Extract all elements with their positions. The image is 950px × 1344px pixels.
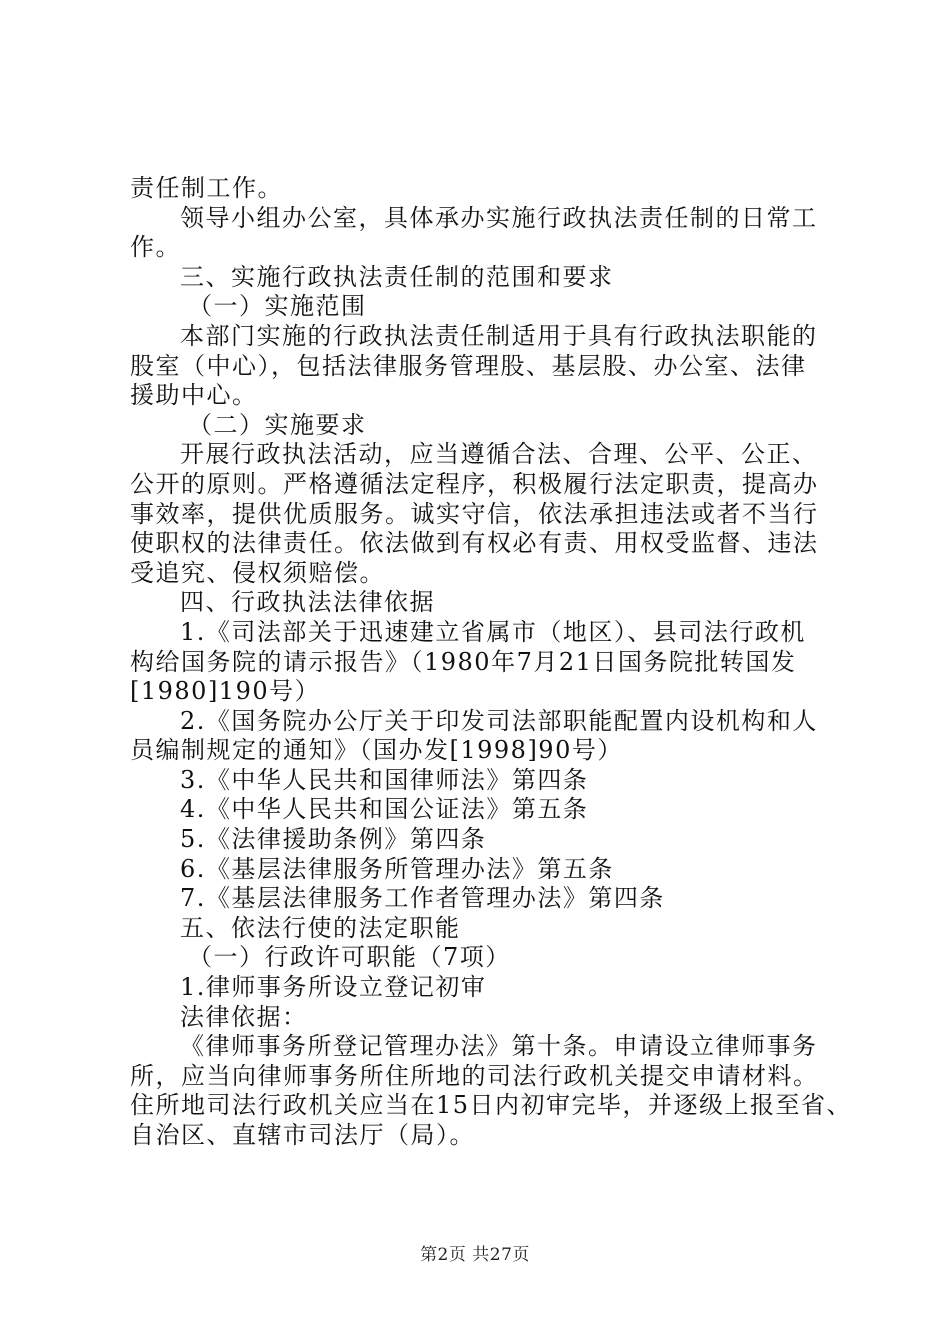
paragraph-line: [1980]190号） — [130, 677, 321, 706]
paragraph-line: 1.《司法部关于迅速建立省属市（地区）、县司法行政机 — [180, 617, 806, 646]
paragraph-line: 受追究、侵权须赔偿。 — [130, 558, 385, 587]
paragraph-line: 3.《中华人民共和国律师法》第四条 — [180, 765, 589, 794]
paragraph-line: 7.《基层法律服务工作者管理办法》第四条 — [180, 884, 665, 913]
paragraph-line: 5.《法律援助条例》第四条 — [180, 825, 487, 854]
paragraph-line: 使职权的法律责任。依法做到有权必有责、用权受监督、违法 — [130, 529, 819, 558]
paragraph-line: 开展行政执法活动，应当遵循合法、合理、公平、公正、 — [180, 440, 818, 469]
paragraph-line: 本部门实施的行政执法责任制适用于具有行政执法职能的 — [180, 321, 818, 350]
paragraph-line: 援助中心。 — [130, 381, 258, 410]
paragraph-line: 三、实施行政执法责任制的范围和要求 — [180, 262, 614, 291]
paragraph-line: 所，应当向律师事务所住所地的司法行政机关提交申请材料。 — [130, 1061, 819, 1090]
document-body — [130, 174, 853, 1151]
paragraph-line: （二）实施要求 — [188, 410, 367, 439]
paragraph-line: 五、依法行使的法定职能 — [180, 913, 461, 942]
paragraph-line: 四、行政执法法律依据 — [180, 588, 435, 617]
paragraph-line: 公开的原则。严格遵循法定程序，积极履行法定职责，提高办 — [130, 469, 819, 498]
paragraph-line: 构给国务院的请示报告》（1980年7月21日国务院批转国发 — [130, 647, 797, 676]
paragraph-line: 自治区、直辖市司法厅（局）。 — [130, 1121, 475, 1149]
paragraph-line: 员编制规定的通知》（国办发[1998]90号） — [130, 736, 623, 765]
paragraph-line: （一）实施范围 — [188, 292, 367, 321]
paragraph-line: 4.《中华人民共和国公证法》第五条 — [180, 795, 589, 824]
paragraph-line: 住所地司法行政机关应当在15日内初审完毕，并逐级上报至省、 — [130, 1091, 853, 1120]
paragraph-line: 1.律师事务所设立登记初审 — [180, 973, 487, 1002]
paragraph-line: 《律师事务所登记管理办法》第十条。申请设立律师事务 — [180, 1032, 818, 1061]
paragraph-line: 责任制工作。 — [130, 174, 283, 202]
paragraph-line: （一）行政许可职能（7项） — [188, 943, 511, 972]
page-footer: 第2页 共27页 — [420, 1245, 530, 1265]
paragraph-line: 法律依据： — [180, 1002, 308, 1031]
paragraph-line: 2.《国务院办公厅关于印发司法部职能配置内设机构和人 — [180, 706, 818, 735]
paragraph-line: 事效率，提供优质服务。诚实守信，依法承担违法或者不当行 — [130, 499, 819, 528]
paragraph-line: 6.《基层法律服务所管理办法》第五条 — [180, 854, 614, 883]
paragraph-line: 股室（中心），包括法律服务管理股、基层股、办公室、法律 — [130, 351, 807, 380]
paragraph-line: 领导小组办公室，具体承办实施行政执法责任制的日常工 — [180, 203, 818, 232]
paragraph-line: 作。 — [130, 233, 181, 262]
